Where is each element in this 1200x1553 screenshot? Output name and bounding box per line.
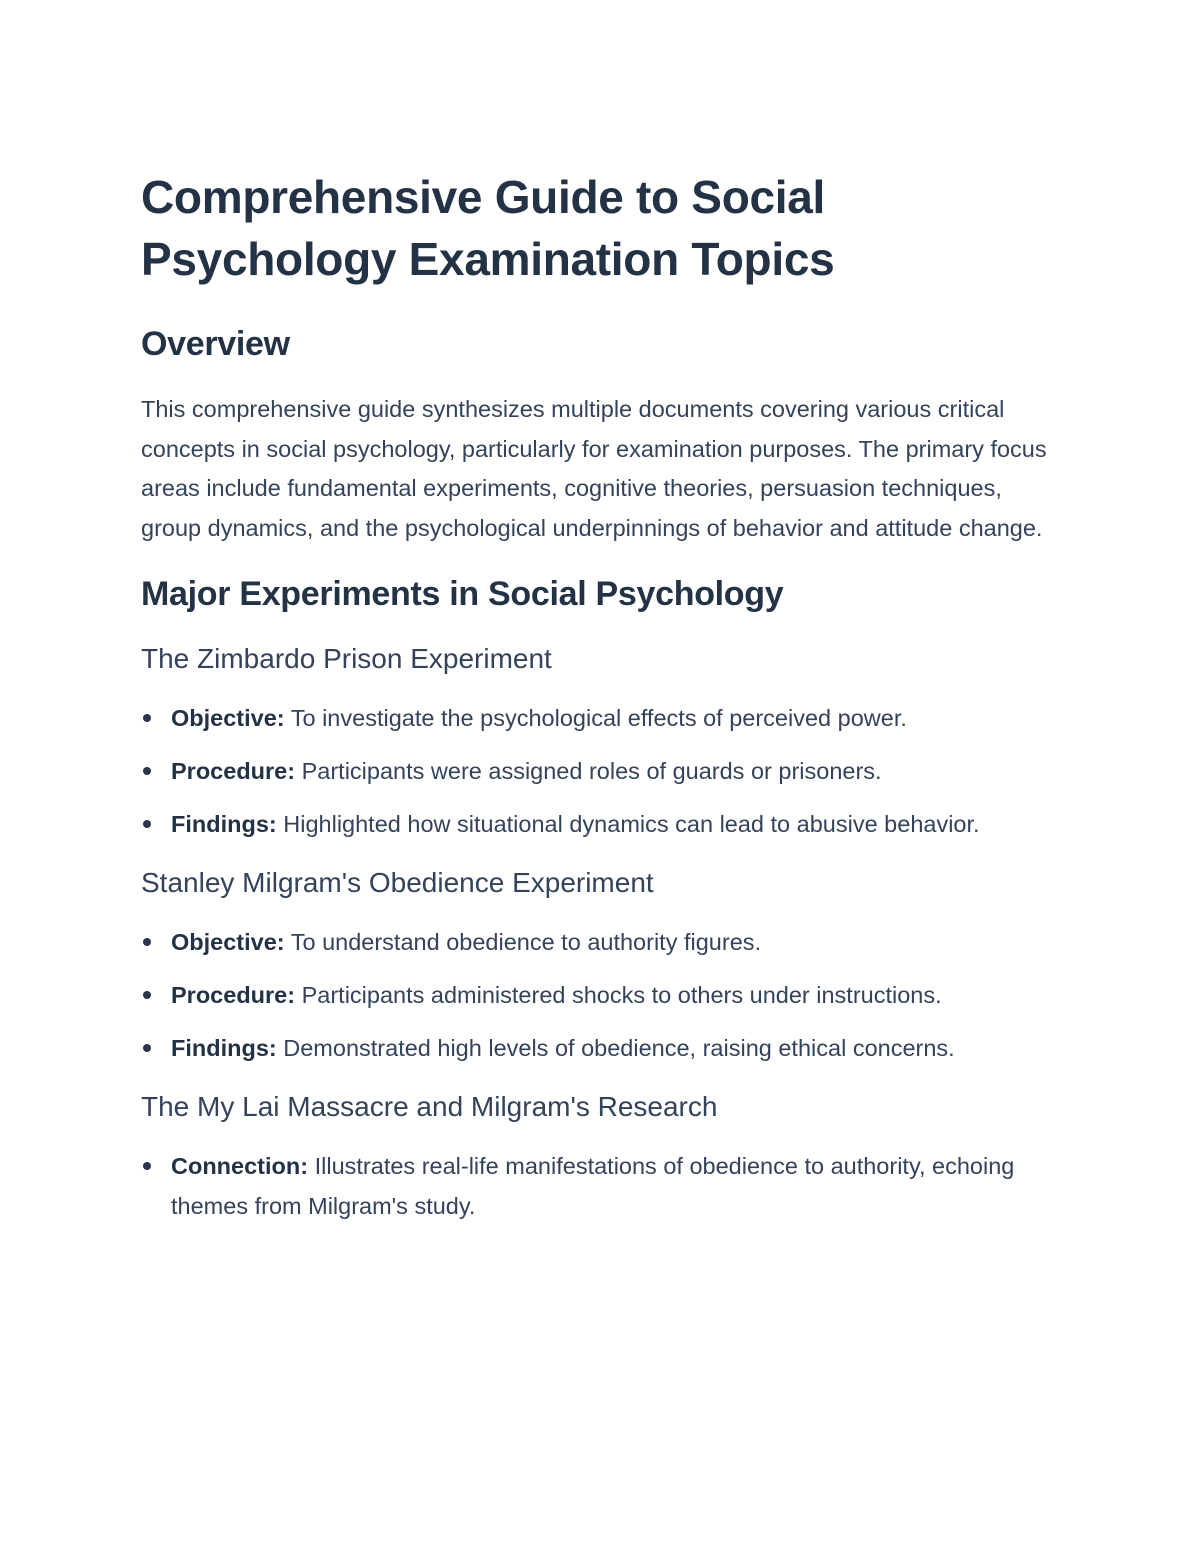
item-label: Objective:	[171, 705, 285, 731]
experiments-heading: Major Experiments in Social Psychology	[141, 575, 784, 613]
item-text: Participants were assigned roles of guards or prisoners.	[295, 758, 882, 784]
list-item	[141, 1028, 1061, 1068]
list-item	[141, 1146, 1061, 1226]
list-item	[141, 751, 1061, 791]
item-text: Demonstrated high levels of obedience, raising ethical concerns.	[276, 1035, 955, 1061]
item-label: Objective:	[171, 929, 285, 955]
bullet-icon	[143, 820, 151, 828]
milgram-list	[141, 922, 1061, 1068]
zimbardo-list	[141, 698, 1061, 844]
item-label: Findings:	[171, 1035, 277, 1061]
document-title: Comprehensive Guide to Social Psychology Examination Topics	[141, 171, 835, 285]
list-item	[141, 975, 1061, 1015]
overview-paragraph: This comprehensive guide synthesizes multiple documents covering various critical concepts in social psychology, particularly for examination purposes. The primary focus areas include fundamental experiments, cognitive theories, persuasion techniques, group dynamics, and the psychological underpinnings of behavior and attitude change.	[141, 396, 1047, 541]
bullet-icon	[143, 991, 151, 999]
bullet-icon	[143, 1044, 151, 1052]
item-label: Procedure:	[171, 758, 296, 784]
bullet-icon	[143, 938, 151, 946]
item-label: Connection:	[171, 1153, 309, 1179]
overview-heading: Overview	[141, 325, 290, 363]
item-text: Highlighted how situational dynamics can lead to abusive behavior.	[276, 811, 980, 837]
bullet-icon	[143, 767, 151, 775]
list-item	[141, 804, 1061, 844]
milgram-heading: Stanley Milgram's Obedience Experiment	[141, 867, 654, 898]
item-text: Participants administered shocks to others under instructions.	[295, 982, 942, 1008]
list-item	[141, 698, 1061, 738]
item-label: Procedure:	[171, 982, 296, 1008]
item-label: Findings:	[171, 811, 277, 837]
mylai-list	[141, 1146, 1061, 1226]
item-text: Illustrates real-life manifestations of obedience to authority, echoing themes from Milgram's study.	[171, 1153, 1015, 1219]
list-item	[141, 922, 1061, 962]
mylai-heading: The My Lai Massacre and Milgram's Research	[141, 1091, 718, 1122]
document-page	[141, 166, 1061, 1226]
zimbardo-heading: The Zimbardo Prison Experiment	[141, 643, 552, 674]
bullet-icon	[143, 714, 151, 722]
item-text: To investigate the psychological effects of perceived power.	[284, 705, 907, 731]
bullet-icon	[143, 1162, 151, 1170]
item-text: To understand obedience to authority figures.	[284, 929, 762, 955]
